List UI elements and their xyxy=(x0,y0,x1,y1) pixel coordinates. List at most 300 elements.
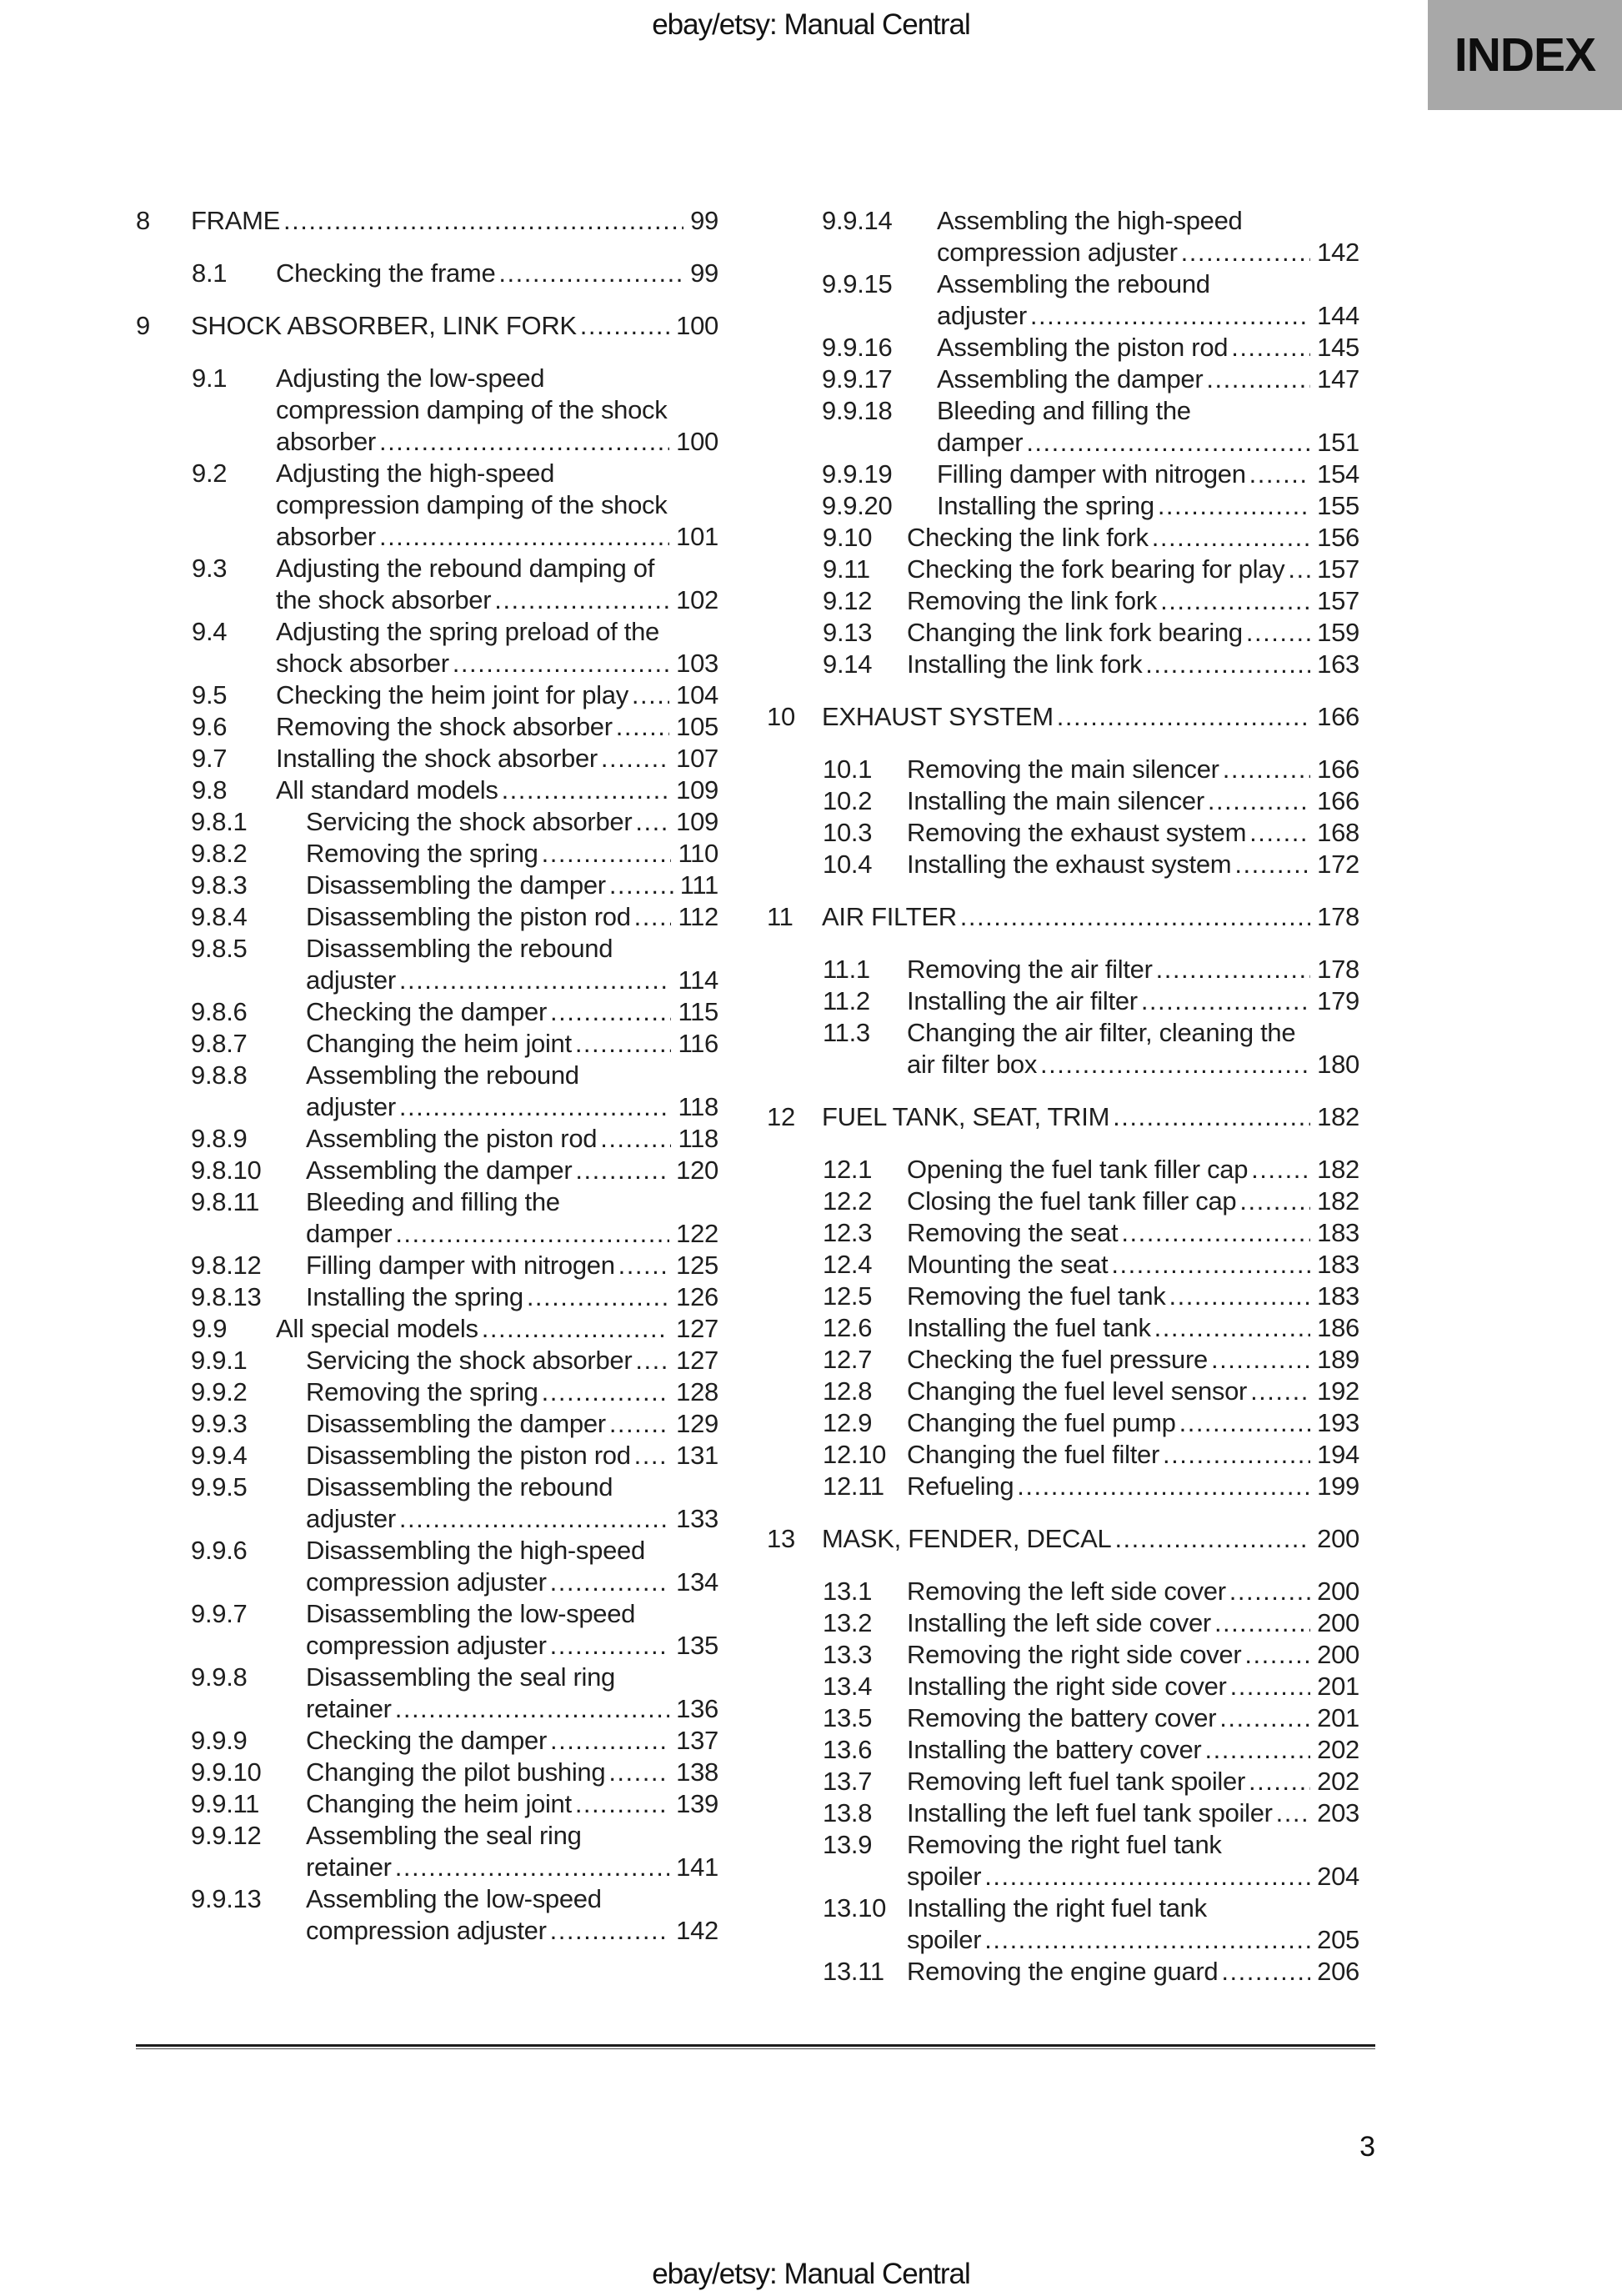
toc-entry xyxy=(136,838,718,870)
toc-row xyxy=(767,1186,1359,1217)
toc-entry-title: Disassembling the high-speed xyxy=(306,1536,645,1565)
dot-leader xyxy=(984,1861,1310,1892)
toc-entry-number: 12.10 xyxy=(823,1440,887,1469)
toc-page-number: 107 xyxy=(676,744,718,773)
toc-entry-title: SHOCK ABSORBER, LINK FORK xyxy=(191,311,577,340)
toc-entry-title: retainer xyxy=(306,1694,392,1723)
toc-row xyxy=(767,754,1359,785)
toc-row xyxy=(136,426,718,458)
toc-page-number: 159 xyxy=(1317,618,1359,647)
toc-entry-title: Servicing the shock absorber xyxy=(306,807,633,836)
toc-row xyxy=(136,1852,718,1883)
header-watermark: ebay/etsy: Manual Central xyxy=(652,8,970,41)
toc-page-number: 151 xyxy=(1317,428,1359,457)
toc-row xyxy=(767,1829,1359,1861)
toc-page-number: 166 xyxy=(1317,754,1359,784)
toc-entry-number: 9.2 xyxy=(192,459,228,488)
toc-entry xyxy=(767,1439,1359,1471)
toc-entry-title: Removing the right side cover xyxy=(907,1640,1242,1669)
dot-leader xyxy=(1208,785,1310,817)
toc-entry-title: Assembling the piston rod xyxy=(937,333,1229,362)
toc-row xyxy=(767,1439,1359,1471)
toc-page-number: 183 xyxy=(1317,1281,1359,1311)
toc-entry xyxy=(767,1576,1359,1607)
toc-row xyxy=(767,1892,1359,1924)
toc-row xyxy=(767,1312,1359,1344)
toc-page-number: 178 xyxy=(1317,955,1359,984)
toc-entry xyxy=(767,1797,1359,1829)
toc-entry-number: 12.1 xyxy=(823,1155,873,1184)
toc-entry-number: 12 xyxy=(767,1102,795,1131)
toc-entry-number: 13.11 xyxy=(823,1957,884,1986)
toc-page-number: 201 xyxy=(1317,1703,1359,1732)
toc-page-number: 200 xyxy=(1317,1577,1359,1606)
toc-row xyxy=(767,1017,1359,1049)
toc-entry-title: Disassembling the rebound xyxy=(306,934,613,963)
toc-entry-title: the shock absorber xyxy=(276,585,492,614)
toc-entry-title: Adjusting the high-speed xyxy=(276,459,555,488)
toc-entry-number: 9.6 xyxy=(192,712,228,741)
toc-entry xyxy=(136,743,718,775)
toc-entry-title: Removing the seat xyxy=(907,1218,1119,1247)
toc-entry xyxy=(136,363,718,458)
toc-entry-title: Disassembling the low-speed xyxy=(306,1599,636,1628)
dot-leader xyxy=(1158,490,1310,522)
toc-row xyxy=(136,901,718,933)
toc-row xyxy=(136,1408,718,1440)
dot-leader xyxy=(1229,1576,1310,1607)
toc-entry-number: 9.8.3 xyxy=(191,870,248,900)
toc-row xyxy=(767,237,1359,268)
dot-leader xyxy=(634,901,672,933)
dot-leader xyxy=(550,996,672,1028)
toc-page-number: 147 xyxy=(1317,364,1359,394)
toc-entry xyxy=(136,1408,718,1440)
toc-page-number: 135 xyxy=(676,1631,718,1660)
toc-row xyxy=(136,1788,718,1820)
toc-entry-number: 9.4 xyxy=(192,617,228,646)
toc-entry-title: Disassembling the rebound xyxy=(306,1472,613,1501)
toc-entry-number: 9.8.6 xyxy=(191,997,248,1026)
dot-leader xyxy=(608,1757,669,1788)
index-tab: INDEX xyxy=(1428,0,1622,110)
toc-entry-number: 12.5 xyxy=(823,1281,873,1311)
toc-entry xyxy=(136,1757,718,1788)
toc-entry-title: Installing the battery cover xyxy=(907,1735,1202,1764)
dot-leader xyxy=(395,1852,669,1883)
toc-row xyxy=(136,1915,718,1947)
toc-page-number: 103 xyxy=(676,649,718,678)
toc-row xyxy=(136,1218,718,1250)
toc-page-number: 112 xyxy=(678,902,718,931)
toc-row xyxy=(136,965,718,996)
dot-leader xyxy=(1017,1471,1310,1502)
toc-page-number: 202 xyxy=(1317,1767,1359,1796)
toc-entry-title: Removing the main silencer xyxy=(907,754,1219,784)
toc-entry-title: Checking the heim joint for play xyxy=(276,680,628,709)
footer-rule xyxy=(136,2044,1375,2049)
toc-page-number: 203 xyxy=(1317,1798,1359,1827)
toc-entry xyxy=(767,363,1359,395)
toc-page-number: 179 xyxy=(1317,986,1359,1015)
toc-entry-number: 9.9.19 xyxy=(822,459,893,489)
toc-entry-title: spoiler xyxy=(907,1925,982,1954)
toc-page-number: 111 xyxy=(679,870,718,900)
toc-row xyxy=(136,1630,718,1662)
toc-row xyxy=(767,1407,1359,1439)
toc-entry-title: Changing the fuel level sensor xyxy=(907,1376,1248,1406)
toc-entry-number: 9.9.3 xyxy=(191,1409,248,1438)
toc-row xyxy=(136,553,718,584)
toc-entry-number: 13.9 xyxy=(823,1830,873,1859)
toc-page-number: 142 xyxy=(1317,238,1359,267)
toc-row xyxy=(136,775,718,806)
toc-entry-number: 9.9.2 xyxy=(191,1377,248,1406)
dot-leader xyxy=(550,1567,670,1598)
toc-entry-title: Disassembling the seal ring xyxy=(306,1662,615,1692)
toc-entry xyxy=(767,585,1359,617)
toc-page-number: 139 xyxy=(676,1789,718,1818)
toc-entry-title: Removing the link fork xyxy=(907,586,1158,615)
dot-leader xyxy=(1156,954,1311,985)
toc-entry-title: compression adjuster xyxy=(306,1631,547,1660)
toc-entry-title: Assembling the rebound xyxy=(937,269,1210,298)
toc-entry xyxy=(767,617,1359,649)
toc-entry-title: Installing the spring xyxy=(937,491,1154,520)
toc-entry-number: 10.2 xyxy=(823,786,873,815)
toc-page-number: 202 xyxy=(1317,1735,1359,1764)
toc-entry-number: 11.3 xyxy=(823,1018,870,1047)
toc-entry xyxy=(136,1155,718,1186)
dot-leader xyxy=(1113,1101,1310,1133)
toc-entry-title: Removing the engine guard xyxy=(907,1957,1219,1986)
toc-entry xyxy=(136,1662,718,1725)
toc-entry-title: Assembling the damper xyxy=(306,1156,573,1185)
toc-row xyxy=(767,985,1359,1017)
dot-leader xyxy=(283,205,683,237)
dot-leader xyxy=(1244,1639,1310,1671)
toc-page-number: 194 xyxy=(1317,1440,1359,1469)
dot-leader xyxy=(550,1630,670,1662)
toc-row xyxy=(767,1281,1359,1312)
toc-entry xyxy=(767,785,1359,817)
toc-entry xyxy=(136,1440,718,1471)
toc-row xyxy=(767,1101,1359,1133)
toc-entry-title: spoiler xyxy=(907,1862,982,1891)
toc-row xyxy=(767,522,1359,554)
toc-row xyxy=(136,616,718,648)
toc-entry-title: Assembling the rebound xyxy=(306,1060,579,1090)
dot-leader xyxy=(1181,237,1311,268)
dot-leader xyxy=(609,870,673,901)
toc-page-number: 120 xyxy=(676,1156,718,1185)
toc-page-number: 131 xyxy=(676,1441,718,1470)
toc-page-number: 204 xyxy=(1317,1862,1359,1891)
toc-entry-number: 9.9.13 xyxy=(191,1884,262,1913)
toc-entry xyxy=(767,205,1359,268)
toc-entry-title: Removing left fuel tank spoiler xyxy=(907,1767,1245,1796)
toc-entry-title: compression damping of the shock xyxy=(276,490,668,519)
toc-entry-title: Opening the fuel tank filler cap xyxy=(907,1155,1249,1184)
toc-row xyxy=(136,521,718,553)
dot-leader xyxy=(984,1924,1310,1956)
toc-entry-number: 13 xyxy=(767,1524,795,1553)
toc-entry-title: EXHAUST SYSTEM xyxy=(822,702,1054,731)
toc-entry-number: 9.8.4 xyxy=(191,902,248,931)
toc-entry xyxy=(136,996,718,1028)
toc-page-number: 157 xyxy=(1317,586,1359,615)
toc-entry-title: Disassembling the piston rod xyxy=(306,902,631,931)
toc-entry-title: Disassembling the piston rod xyxy=(306,1441,631,1470)
toc-entry-number: 9.8.7 xyxy=(191,1029,248,1058)
toc-entry xyxy=(136,258,718,289)
toc-column-right xyxy=(767,205,1359,1988)
toc-entry-title: air filter box xyxy=(907,1050,1038,1079)
toc-entry-title: Assembling the high-speed xyxy=(937,206,1243,235)
toc-entry xyxy=(767,1471,1359,1502)
toc-entry-number: 12.3 xyxy=(823,1218,873,1247)
toc-page-number: 205 xyxy=(1317,1925,1359,1954)
toc-page-number: 104 xyxy=(676,680,718,709)
toc-row xyxy=(136,1883,718,1915)
toc-entry xyxy=(136,1598,718,1662)
toc-entry-title: Removing the shock absorber xyxy=(276,712,613,741)
toc-entry xyxy=(136,1535,718,1598)
dot-leader xyxy=(399,1503,669,1535)
toc-row xyxy=(767,849,1359,880)
toc-page-number: 100 xyxy=(676,311,718,340)
toc-entry-title: Checking the damper xyxy=(306,997,547,1026)
toc-entry-title: FUEL TANK, SEAT, TRIM xyxy=(822,1102,1110,1131)
dot-leader xyxy=(580,310,669,342)
dot-leader xyxy=(502,775,670,806)
toc-page-number: 182 xyxy=(1317,1186,1359,1216)
toc-row xyxy=(767,649,1359,680)
toc-entry-number: 12.9 xyxy=(823,1408,873,1437)
toc-entry xyxy=(767,1154,1359,1186)
toc-page-number: 182 xyxy=(1317,1102,1359,1131)
dot-leader xyxy=(1204,1734,1310,1766)
toc-entry xyxy=(136,1060,718,1123)
toc-entry-title: Removing the left side cover xyxy=(907,1577,1226,1606)
toc-entry-number: 9.9 xyxy=(192,1314,228,1343)
toc-entry xyxy=(136,616,718,679)
toc-entry xyxy=(767,1766,1359,1797)
dot-leader xyxy=(600,1123,671,1155)
toc-entry-number: 9.9.17 xyxy=(822,364,893,394)
dot-leader xyxy=(601,743,669,775)
dot-leader xyxy=(1249,817,1310,849)
dot-leader xyxy=(1249,459,1311,490)
toc-row xyxy=(136,1503,718,1535)
toc-entry xyxy=(767,849,1359,880)
toc-entry-number: 9.9.10 xyxy=(191,1757,262,1787)
toc-row xyxy=(136,1820,718,1852)
toc-entry-number: 9.9.20 xyxy=(822,491,893,520)
toc-row xyxy=(136,1440,718,1471)
toc-row xyxy=(767,1471,1359,1502)
toc-entry xyxy=(136,1471,718,1535)
toc-row xyxy=(767,954,1359,985)
toc-entry-title: Adjusting the rebound damping of xyxy=(276,554,655,583)
toc-entry xyxy=(767,954,1359,985)
toc-entry-title: Assembling the seal ring xyxy=(306,1821,582,1850)
toc-entry xyxy=(136,1725,718,1757)
toc-entry-title: Installing the shock absorber xyxy=(276,744,598,773)
toc-page-number: 138 xyxy=(676,1757,718,1787)
toc-page-number: 99 xyxy=(690,258,718,288)
toc-entry-number: 9.3 xyxy=(192,554,228,583)
toc-page-number: 122 xyxy=(676,1219,718,1248)
toc-entry-title: Installing the right side cover xyxy=(907,1672,1227,1701)
toc-page-number: 109 xyxy=(676,775,718,805)
toc-entry xyxy=(136,1313,718,1345)
toc-entry-title: Changing the link fork bearing xyxy=(907,618,1243,647)
dot-leader xyxy=(1145,649,1310,680)
toc-entry-number: 9.8.12 xyxy=(191,1251,262,1280)
toc-entry-number: 9.9.8 xyxy=(191,1662,248,1692)
toc-row xyxy=(767,1702,1359,1734)
toc-entry-number: 9.8 xyxy=(192,775,228,805)
toc-row xyxy=(136,1598,718,1630)
toc-row xyxy=(136,1186,718,1218)
dot-leader xyxy=(616,711,669,743)
toc-entry xyxy=(136,1028,718,1060)
dot-leader xyxy=(453,648,669,679)
toc-row xyxy=(136,489,718,521)
toc-entry-title: absorber xyxy=(276,427,376,456)
toc-page-number: 105 xyxy=(676,712,718,741)
toc-row xyxy=(767,1344,1359,1376)
toc-row xyxy=(136,310,718,342)
toc-row xyxy=(136,205,718,237)
dot-leader xyxy=(1246,617,1310,649)
toc-page-number: 127 xyxy=(676,1346,718,1375)
toc-entry-title: Installing the main silencer xyxy=(907,786,1204,815)
toc-entry xyxy=(136,775,718,806)
toc-entry-title: retainer xyxy=(306,1852,392,1882)
toc-row xyxy=(136,1091,718,1123)
toc-entry-number: 8.1 xyxy=(192,258,228,288)
toc-entry-title: damper xyxy=(306,1219,393,1248)
toc-entry-title: Refueling xyxy=(907,1471,1014,1501)
toc-entry-number: 9.9.4 xyxy=(191,1441,248,1470)
dot-leader xyxy=(1239,1186,1310,1217)
toc-entry-number: 12.11 xyxy=(823,1471,884,1501)
toc-entry-number: 12.7 xyxy=(823,1345,873,1374)
toc-row xyxy=(767,701,1359,733)
toc-row xyxy=(136,996,718,1028)
toc-row xyxy=(136,743,718,775)
toc-row xyxy=(767,1376,1359,1407)
toc-row xyxy=(767,785,1359,817)
toc-row xyxy=(136,1313,718,1345)
toc-entry-number: 10.1 xyxy=(823,754,873,784)
toc-entry-number: 9.9.16 xyxy=(822,333,893,362)
toc-row xyxy=(767,268,1359,300)
toc-entry-number: 9.5 xyxy=(192,680,228,709)
toc-entry xyxy=(767,1671,1359,1702)
toc-row xyxy=(136,1123,718,1155)
toc-entry xyxy=(767,1186,1359,1217)
toc-page-number: 183 xyxy=(1317,1218,1359,1247)
dot-leader xyxy=(1057,701,1310,733)
toc-entry xyxy=(767,1829,1359,1892)
toc-entry xyxy=(136,901,718,933)
dot-leader xyxy=(1121,1217,1310,1249)
dot-leader xyxy=(1141,985,1310,1017)
dot-leader xyxy=(1040,1049,1310,1080)
toc-entry xyxy=(767,985,1359,1017)
toc-entry xyxy=(767,459,1359,490)
toc-entry xyxy=(136,310,718,342)
toc-entry xyxy=(767,268,1359,332)
toc-entry-title: Closing the fuel tank filler cap xyxy=(907,1186,1237,1216)
toc-row xyxy=(767,901,1359,933)
toc-entry xyxy=(767,1523,1359,1555)
toc-entry-title: Disassembling the damper xyxy=(306,870,606,900)
dot-leader xyxy=(498,258,683,289)
toc-entry xyxy=(136,933,718,996)
toc-row xyxy=(767,554,1359,585)
toc-row xyxy=(767,459,1359,490)
dot-leader xyxy=(379,426,669,458)
toc-entry-number: 13.3 xyxy=(823,1640,873,1669)
toc-row xyxy=(136,1376,718,1408)
toc-page-number: 129 xyxy=(676,1409,718,1438)
dot-leader xyxy=(635,806,669,838)
dot-leader xyxy=(1223,754,1310,785)
toc-page-number: 115 xyxy=(678,997,718,1026)
toc-entry xyxy=(767,649,1359,680)
toc-entry-title: Installing the fuel tank xyxy=(907,1313,1151,1342)
dot-leader xyxy=(395,1693,669,1725)
toc-entry-title: All standard models xyxy=(276,775,498,805)
dot-leader xyxy=(542,838,672,870)
toc-entry xyxy=(136,1345,718,1376)
toc-page-number: 100 xyxy=(676,427,718,456)
toc-row xyxy=(136,1725,718,1757)
toc-entry-title: absorber xyxy=(276,522,376,551)
toc-entry xyxy=(767,1101,1359,1133)
dot-leader xyxy=(1179,1407,1311,1439)
toc-entry-title: Changing the heim joint xyxy=(306,1029,572,1058)
toc-entry-title: adjuster xyxy=(306,1092,396,1121)
toc-entry-title: Installing the link fork xyxy=(907,649,1143,679)
toc-row xyxy=(136,1757,718,1788)
toc-entry xyxy=(767,332,1359,363)
toc-row xyxy=(136,584,718,616)
dot-leader xyxy=(1163,1439,1310,1471)
toc-entry-number: 9.1 xyxy=(192,363,228,393)
toc-entry-number: 10.4 xyxy=(823,850,873,879)
dot-leader xyxy=(550,1915,670,1947)
toc-entry-title: Changing the air filter, cleaning the xyxy=(907,1018,1296,1047)
toc-row xyxy=(767,1861,1359,1892)
toc-entry xyxy=(136,458,718,553)
toc-entry-title: Mounting the seat xyxy=(907,1250,1109,1279)
dot-leader xyxy=(399,1091,672,1123)
toc-entry xyxy=(136,806,718,838)
toc-page-number: 157 xyxy=(1317,554,1359,584)
toc-row xyxy=(767,585,1359,617)
toc-row xyxy=(767,1766,1359,1797)
toc-entry-title: Removing the air filter xyxy=(907,955,1153,984)
toc-entry-title: Checking the link fork xyxy=(907,523,1149,552)
toc-page-number: 166 xyxy=(1317,702,1359,731)
toc-entry-title: Checking the fuel pressure xyxy=(907,1345,1208,1374)
toc-page-number: 193 xyxy=(1317,1408,1359,1437)
